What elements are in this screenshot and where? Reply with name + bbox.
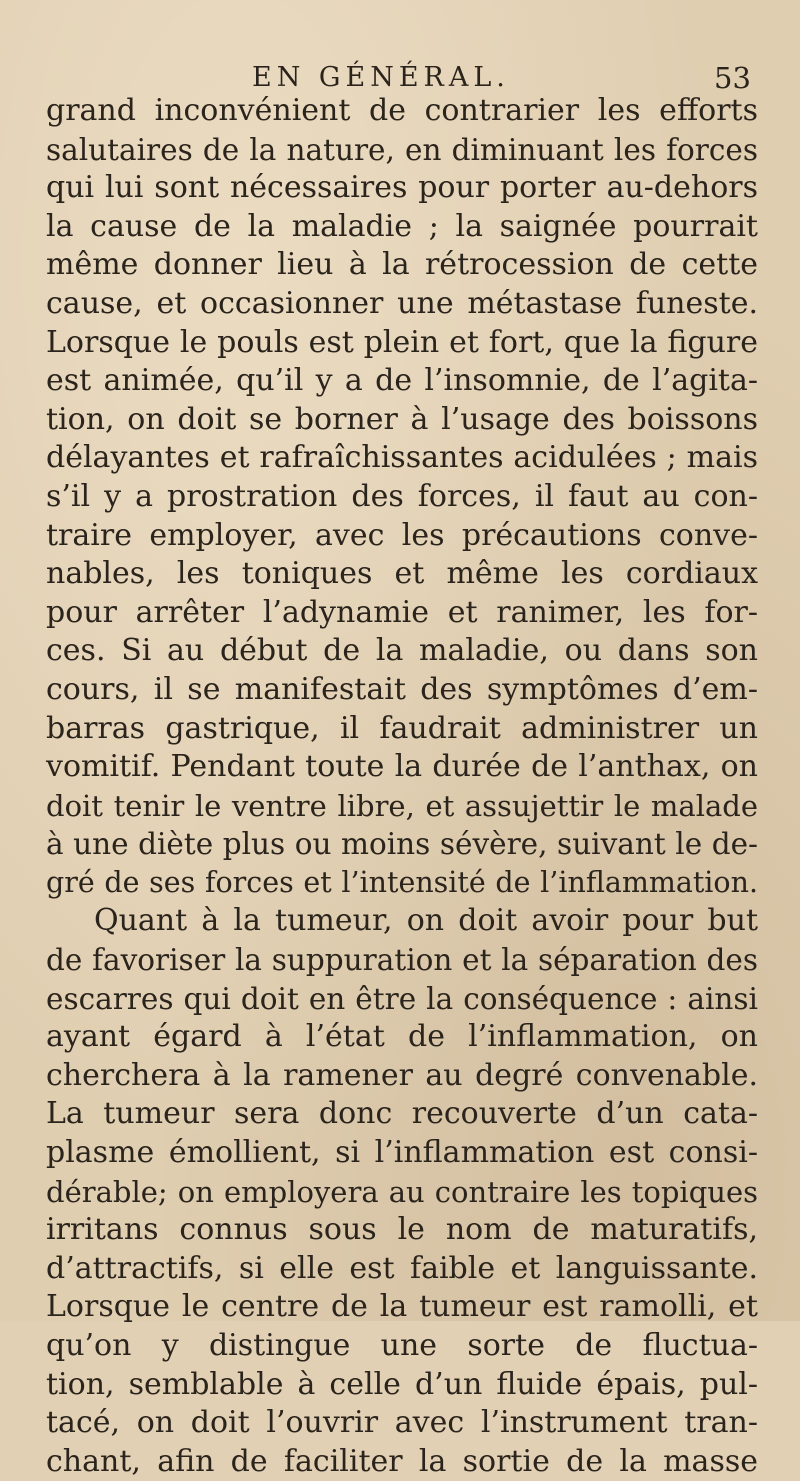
text-line: La tumeur sera donc recouverte d’un cata- [46,1096,758,1132]
text-line: salutaires de la nature, en diminuant les forces [46,132,758,167]
text-line: Quant à la tumeur, on doit avoir pour but [94,903,758,939]
text-line: dérable; on employera au contraire les topiques [46,1174,758,1209]
text-line: est animée, qu’il y a de l’insomnie, de l’agita- [46,363,758,399]
text-line: irritans connus sous le nom de maturatifs, [46,1212,758,1248]
text-line: doit tenir le ventre libre, et assujettir le malade [46,788,758,823]
text-line: la cause de la maladie ; la saignée pourrait [46,208,758,244]
text-line: tion, on doit se borner à l’usage des boissons [46,401,758,437]
text-line: plasme émollient, si l’inflammation est consi- [46,1135,758,1171]
text-line: chant, afin de faciliter la sortie de la masse [46,1443,758,1479]
text-line: gré de ses forces et l’intensité de l’inflammation. [46,865,758,899]
running-title: EN GÉNÉRAL. [252,62,510,93]
text-line: grand inconvénient de contrarier les efforts [46,93,758,128]
text-line: Lorsque le centre de la tumeur est ramolli, et [46,1289,758,1325]
text-line: escarres qui doit en être la conséquence : ainsi [46,981,758,1016]
text-line: s’il y a prostration des forces, il faut au con- [46,478,758,514]
body-text [46,92,758,1481]
page-number: 53 [714,61,751,95]
text-line: traire employer, avec les précautions conve- [46,517,758,553]
text-line: cours, il se manifestait des symptômes d’em- [46,671,758,707]
text-line: vomitif. Pendant toute la durée de l’anthax, on [46,749,758,785]
text-line: barras gastrique, il faudrait administrer un [46,710,758,746]
text-line: nables, les toniques et même les cordiaux [46,556,758,592]
text-line: de favoriser la suppuration et la séparation des [46,943,758,978]
text-line: même donner lieu à la rétrocession de cette [46,247,758,283]
text-line: tion, semblable à celle d’un fluide épais, pul- [46,1366,758,1402]
text-line: qu’on y distingue une sorte de fluctua- [46,1328,758,1363]
text-line: ayant égard à l’état de l’inflammation, on [46,1019,758,1055]
text-line: qui lui sont nécessaires pour porter au-dehors [46,170,758,206]
text-line: d’attractifs, si elle est faible et languissante. [46,1250,758,1286]
text-line: tacé, on doit l’ouvrir avec l’instrument tran- [46,1405,758,1441]
text-line: cause, et occasionner une métastase funeste. [46,285,758,321]
text-line: pour arrêter l’adynamie et ranimer, les for- [46,594,758,630]
text-line: cherchera à la ramener au degré convenable. [46,1057,758,1093]
text-line: Lorsque le pouls est plein et fort, que la figure [46,324,758,360]
text-line: à une diète plus ou moins sévère, suivant le de- [46,827,758,862]
text-line: délayantes et rafraîchissantes acidulées ; mais [46,440,758,476]
text-line: ces. Si au début de la maladie, ou dans son [46,633,758,669]
